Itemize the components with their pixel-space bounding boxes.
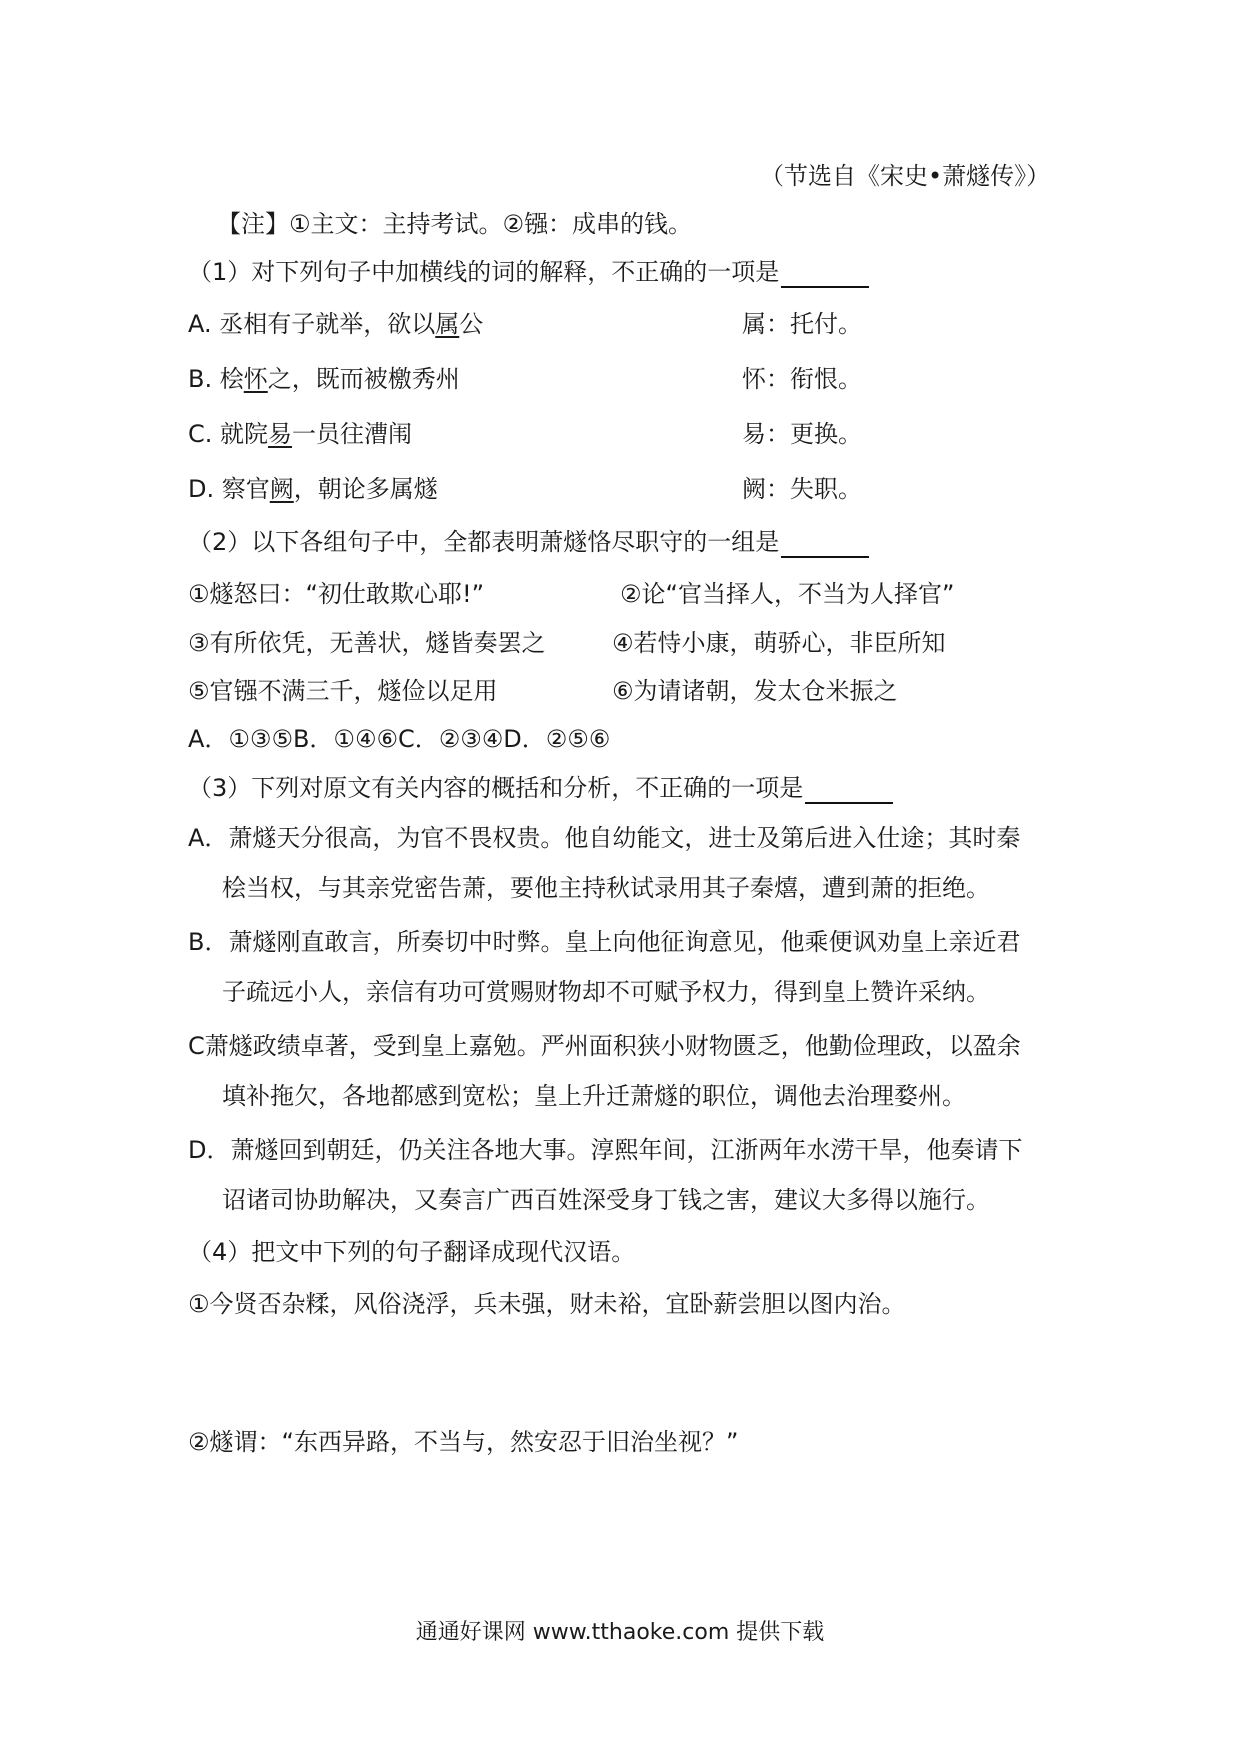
option-text: 公 xyxy=(459,310,484,338)
q2-choices: A．①③⑤B．①④⑥C．②③④D．②⑤⑥ xyxy=(188,725,611,753)
q2-item-4: ④若恃小康，萌骄心，非臣所知 xyxy=(612,629,946,657)
q3-option-a-line2: 桧当权，与其亲党密告萧，要他主持秋试录用其子秦熺，遭到萧的拒绝。 xyxy=(222,874,990,902)
q1-option-d xyxy=(188,473,1088,505)
option-explanation: 易：更换。 xyxy=(742,420,862,448)
q3-option-d-line2: 诏诸司协助解决，又奏言广西百姓深受身丁钱之害，建议大多得以施行。 xyxy=(222,1186,990,1214)
option-letter: B. xyxy=(188,365,213,393)
option-explanation: 怀：衔恨。 xyxy=(742,365,862,393)
option-text: 一员往漕闱 xyxy=(292,420,413,448)
q1-stem-text: （1）对下列句子中加横线的词的解释，不正确的一项是 xyxy=(188,258,780,286)
answer-blank[interactable] xyxy=(805,778,893,804)
q3-stem-text: （3）下列对原文有关内容的概括和分析，不正确的一项是 xyxy=(188,774,804,802)
q3-option-d-line1: D．萧燧回到朝廷，仍关注各地大事。淳熙年间，江浙两年水涝干旱，他奏请下 xyxy=(188,1136,1023,1164)
q4-sentence-2: ②燧谓：“东西异路，不当与，然安忍于旧治坐视？” xyxy=(188,1428,739,1456)
q3-option-c-line2: 填补拖欠，各地都感到宽松；皇上升迁萧燧的职位，调他去治理婺州。 xyxy=(222,1082,966,1110)
q3-option-c-line1: C萧燧政绩卓著，受到皇上嘉勉。严州面积狭小财物匮乏，他勤俭理政，以盈余 xyxy=(188,1032,1021,1060)
answer-blank[interactable] xyxy=(781,262,869,288)
underlined-word: 怀 xyxy=(243,365,268,393)
q1-option-a xyxy=(188,308,1088,340)
q1-stem xyxy=(188,256,869,288)
q2-item-2: ②论“官当择人，不当为人择官” xyxy=(620,580,955,608)
q2-item-3: ③有所依凭，无善状，燧皆奏罢之 xyxy=(188,629,546,657)
option-text: 桧 xyxy=(219,365,244,393)
answer-blank[interactable] xyxy=(781,532,869,558)
option-text: 就院 xyxy=(220,420,269,448)
underlined-word: 易 xyxy=(268,420,293,448)
option-text: ，朝论多属燧 xyxy=(293,475,438,503)
source-note: （节选自《宋史•萧燧传》） xyxy=(760,162,1051,190)
q1-option-c xyxy=(188,418,1088,450)
q4-sentence-1: ①今贤否杂糅，风俗浇浮，兵未强，财未裕，宜卧薪尝胆以图内治。 xyxy=(188,1290,906,1318)
annotation: 【注】①主文：主持考试。②镪：成串的钱。 xyxy=(217,210,693,238)
q1-option-b xyxy=(188,363,1088,395)
q2-stem xyxy=(188,526,869,558)
q2-item-6: ⑥为请诸朝，发太仓米振之 xyxy=(612,677,898,705)
q3-option-a-line1: A．萧燧天分很高，为官不畏权贵。他自幼能文，进士及第后进入仕途；其时秦 xyxy=(188,824,1021,852)
q2-stem-text: （2）以下各组句子中，全都表明萧燧恪尽职守的一组是 xyxy=(188,528,780,556)
q4-stem: （4）把文中下列的句子翻译成现代汉语。 xyxy=(188,1238,636,1266)
option-text: 察官 xyxy=(221,475,270,503)
option-text: 之，既而被檄秀州 xyxy=(267,365,460,393)
option-letter: A. xyxy=(188,310,212,338)
q2-item-5: ⑤官镪不满三千，燧俭以足用 xyxy=(188,677,498,705)
option-letter: C. xyxy=(188,420,213,448)
q3-option-b-line2: 子疏远小人，亲信有功可赏赐财物却不可赋予权力，得到皇上赞许采纳。 xyxy=(222,978,990,1006)
q2-item-1: ①燧怒曰：“初仕敢欺心耶!” xyxy=(188,580,485,608)
underlined-word: 属 xyxy=(435,310,460,338)
footer-credit: 通通好课网 www.tthaoke.com 提供下载 xyxy=(415,1620,825,1645)
option-letter: D. xyxy=(188,475,215,503)
underlined-word: 阙 xyxy=(269,475,294,503)
q3-option-b-line1: B．萧燧刚直敢言，所奏切中时弊。皇上向他征询意见，他乘便讽劝皇上亲近君 xyxy=(188,928,1021,956)
option-explanation: 属：托付。 xyxy=(742,310,862,338)
option-explanation: 阙：失职。 xyxy=(742,475,862,503)
q3-stem xyxy=(188,772,893,804)
option-text: 丞相有子就举，欲以 xyxy=(219,310,436,338)
